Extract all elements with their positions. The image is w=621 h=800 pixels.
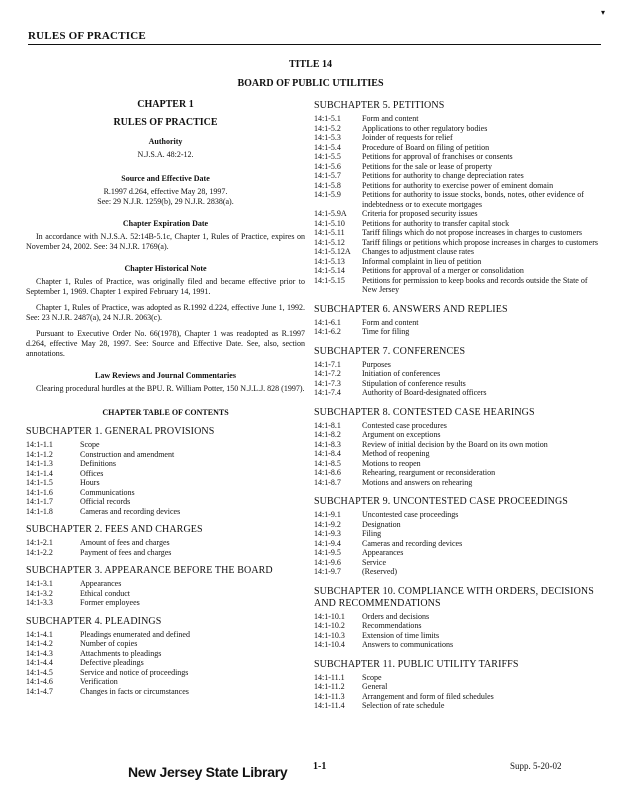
toc-row: 14:1-8.3 Review of initial decision by the Board on its own motion (314, 439, 548, 449)
toc-row: 14:1-5.15 Petitions for permission to keep books and records outside the State of New Jersey (314, 275, 588, 294)
toc-row: 14:1-5.3 Joinder of requests for relief (314, 133, 453, 142)
source-line: See: 29 N.J.R. 1259(b), 29 N.J.R. 2838(a). (97, 197, 234, 206)
toc-row: 14:1-4.4 Defective pleadings (26, 658, 144, 667)
expiration-heading: Chapter Expiration Date (122, 219, 209, 228)
authority-text: N.J.S.A. 48:2-12. (137, 150, 194, 159)
toc-row: 14:1-10.3 Extension of time limits (314, 630, 440, 640)
corner-mark: ▾ (601, 8, 606, 17)
toc-row: 14:1-5.11 Tariff filings which do not propose increases in charges to customers (314, 228, 582, 237)
toc-table (314, 318, 418, 337)
toc-row: 14:1-4.5 Service and notice of proceedings (26, 667, 189, 677)
toc-row: 14:1-6.2 Time for filing (314, 327, 410, 336)
title: TITLE 14 (288, 59, 333, 70)
toc-table (314, 421, 548, 488)
subchapter-heading: SUBCHAPTER 5. PETITIONS (314, 100, 445, 111)
subtitle: BOARD OF PUBLIC UTILITIES (237, 78, 384, 89)
toc-row: 14:1-11.4 Selection of rate schedule (314, 701, 445, 710)
history-paragraph: Chapter 1, Rules of Practice, was adopted as R.1992 d.224, effective June 1, 1992. See: 23 N.J.R. 2487(a), 24 N.J.R. 2063(c). (26, 303, 305, 322)
toc-row: 14:1-8.2 Argument on exceptions (314, 430, 441, 439)
chapter-name: RULES OF PRACTICE (113, 117, 218, 128)
subchapter-heading: SUBCHAPTER 2. FEES AND CHARGES (26, 524, 203, 535)
toc-row: 14:1-7.3 Stipulation of conference results (314, 378, 466, 388)
toc-row: 14:1-9.7 (Reserved) (314, 567, 398, 576)
subchapter-heading: SUBCHAPTER 7. CONFERENCES (314, 345, 466, 357)
toc-row: 14:1-1.7 Official records (26, 497, 131, 506)
toc-table (26, 538, 171, 557)
left-column (26, 100, 305, 696)
toc-row: 14:1-5.7 Petitions for authority to change depreciation rates (314, 171, 524, 180)
header-rule (28, 44, 601, 45)
toc-row: 14:1-11.3 Arrangement and form of filed schedules (314, 691, 494, 701)
subchapter-heading: SUBCHAPTER 6. ANSWERS AND REPLIES (314, 303, 508, 315)
toc-row: 14:1-5.12A Changes to adjustment clause rates (314, 247, 474, 256)
toc-row: 14:1-9.6 Service (314, 557, 386, 567)
toc-row: 14:1-8.5 Motions to reopen (314, 458, 421, 468)
toc-row: 14:1-1.6 Communications (26, 487, 135, 497)
law-review-heading: Law Reviews and Journal Commentaries (95, 371, 236, 380)
toc-table (314, 673, 494, 711)
toc-heading: CHAPTER TABLE OF CONTENTS (102, 408, 229, 417)
toc-row: 14:1-2.2 Payment of fees and charges (26, 547, 172, 557)
toc-row: 14:1-3.1 Appearances (26, 579, 122, 588)
toc-row: 14:1-5.10 Petitions for authority to transfer capital stock (314, 218, 510, 228)
toc-row: 14:1-2.1 Amount of fees and charges (26, 538, 170, 547)
subchapter-heading: SUBCHAPTER 9. UNCONTESTED CASE PROCEEDINGS (314, 496, 568, 507)
toc-table (26, 630, 190, 697)
toc-table (314, 360, 486, 398)
toc-row: 14:1-10.1 Orders and decisions (314, 611, 430, 621)
toc-row: 14:1-10.4 Answers to communications (314, 640, 454, 649)
toc-row: 14:1-9.4 Cameras and recording devices (314, 538, 463, 548)
toc-row: 14:1-5.5 Petitions for approval of franchises or consents (314, 152, 513, 161)
subchapter-heading: SUBCHAPTER 10. COMPLIANCE WITH ORDERS, DECISIONS AND RECOMMENDATIONS (314, 585, 594, 609)
toc-row: 14:1-4.7 Changes in facts or circumstances (26, 686, 189, 696)
toc-table (314, 114, 598, 295)
subchapter-heading: SUBCHAPTER 1. GENERAL PROVISIONS (26, 426, 215, 437)
right-column (314, 100, 598, 711)
toc-row: 14:1-5.12 Tariff filings or petitions which propose increases in charges to customers (314, 237, 598, 247)
toc-row: 14:1-5.13 Informal complaint in lieu of petition (314, 256, 482, 266)
toc-row: 14:1-8.6 Rehearing, reargument or reconsideration (314, 468, 496, 477)
library-stamp: New Jersey State Library (128, 764, 288, 780)
toc-row: 14:1-1.2 Construction and amendment (26, 449, 175, 459)
toc-row: 14:1-4.3 Attachments to pleadings (26, 648, 162, 658)
toc-row: 14:1-5.4 Procedure of Board on filing of petition (314, 142, 490, 152)
toc-table (26, 579, 140, 608)
toc-row: 14:1-5.2 Applications to other regulatory bodies (314, 123, 488, 133)
chapter-number: CHAPTER 1 (137, 99, 194, 110)
subchapter-heading: SUBCHAPTER 11. PUBLIC UTILITY TARIFFS (314, 658, 519, 670)
supplement-date: Supp. 5-20-02 (510, 761, 562, 771)
toc-table (314, 510, 462, 577)
toc-row: 14:1-9.2 Designation (314, 519, 401, 529)
toc-row: 14:1-1.4 Offices (26, 468, 104, 478)
toc-row: 14:1-1.3 Definitions (26, 459, 116, 468)
toc-row: 14:1-5.8 Petitions for authority to exercise power of eminent domain (314, 180, 554, 190)
toc-row: 14:1-7.2 Initiation of conferences (314, 369, 441, 378)
law-review-text: Clearing procedural hurdles at the BPU. R. William Potter, 150 N.J.L.J. 828 (1997). (36, 384, 305, 393)
toc-row: 14:1-3.3 Former employees (26, 598, 140, 607)
toc-row: 14:1-4.6 Verification (26, 677, 118, 686)
subchapter-heading: SUBCHAPTER 3. APPEARANCE BEFORE THE BOARD (26, 565, 273, 576)
toc-table (314, 612, 453, 650)
toc-row: 14:1-3.2 Ethical conduct (26, 588, 130, 598)
toc-row: 14:1-5.14 Petitions for approval of a merger or consolidation (314, 266, 524, 275)
toc-row: 14:1-6.1 Form and content (314, 317, 419, 327)
authority-heading: Authority (148, 137, 183, 146)
toc-row: 14:1-11.1 Scope (314, 672, 382, 682)
toc-row: 14:1-11.2 General (314, 682, 388, 691)
toc-row: 14:1-1.8 Cameras and recording devices (26, 506, 181, 516)
running-head: RULES OF PRACTICE (28, 30, 146, 42)
toc-row: 14:1-9.5 Appearances (314, 548, 404, 557)
source-heading: Source and Effective Date (121, 174, 210, 183)
toc-row: 14:1-5.6 Petitions for the sale or lease of property (314, 161, 492, 171)
source-line: R.1997 d.264, effective May 28, 1997. (103, 187, 228, 196)
toc-row: 14:1-7.1 Purposes (314, 359, 391, 369)
toc-row: 14:1-7.4 Authority of Board-designated officers (314, 388, 487, 397)
history-paragraph: Chapter 1, Rules of Practice, was originally filed and became effective prior to September 1, 1969. Chapter 1 expired February 14, 1991. (26, 277, 305, 296)
history-paragraph: Pursuant to Executive Order No. 66(1978), Chapter 1 was readopted as R.1997 d.264, effective May 28, 1997. See: Source and Effective Date. See, also, section annotations. (26, 329, 305, 358)
toc-row: 14:1-9.3 Filing (314, 529, 382, 538)
toc-row: 14:1-1.1 Scope (26, 440, 100, 449)
toc-row: 14:1-5.9 Petitions for authority to issue stocks, bonds, notes, other evidence of indebtedness or to execute mortgages (314, 190, 584, 209)
toc-row: 14:1-8.1 Contested case procedures (314, 420, 447, 430)
toc-row: 14:1-1.5 Hours (26, 478, 100, 487)
toc-row: 14:1-4.2 Number of copies (26, 639, 138, 648)
toc-row: 14:1-8.7 Motions and answers on rehearing (314, 477, 473, 487)
history-heading: Chapter Historical Note (124, 264, 207, 273)
page-number: 1-1 (313, 761, 327, 772)
toc-row: 14:1-9.1 Uncontested case proceedings (314, 510, 459, 519)
toc-row: 14:1-8.4 Method of reopening (314, 449, 430, 458)
toc-row: 14:1-10.2 Recommendations (314, 621, 422, 630)
subchapter-heading: SUBCHAPTER 4. PLEADINGS (26, 615, 162, 627)
subchapter-heading: SUBCHAPTER 8. CONTESTED CASE HEARINGS (314, 406, 535, 418)
expiration-text: In accordance with N.J.S.A. 52:14B-5.1c, Chapter 1, Rules of Practice, expires on November 24, 2002. See: 34 N.J.R. 1769(a). (26, 232, 305, 251)
toc-row: 14:1-4.1 Pleadings enumerated and defined (26, 629, 190, 639)
toc-table (26, 440, 180, 516)
toc-row: 14:1-5.1 Form and content (314, 114, 419, 123)
toc-row: 14:1-5.9A Criteria for proposed security issues (314, 209, 478, 218)
